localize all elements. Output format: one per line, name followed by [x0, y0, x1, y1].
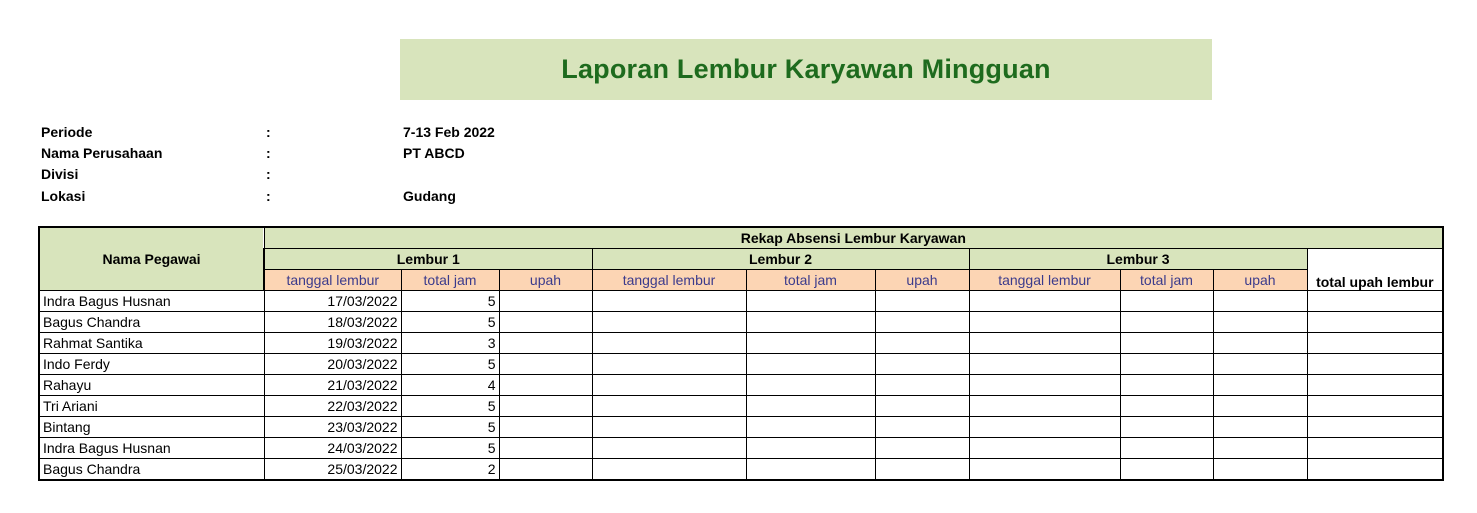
table-row [39, 312, 1443, 333]
lembur1-date-cell[interactable]: 23/03/2022 [264, 417, 401, 438]
lembur3-hours-cell[interactable] [1120, 396, 1213, 417]
employee-name-cell[interactable]: Tri Ariani [39, 396, 264, 417]
total-upah-cell[interactable] [1307, 312, 1443, 333]
subheader-total-jam: total jam [1120, 270, 1213, 291]
lembur2-hours-cell[interactable] [746, 438, 875, 459]
lembur3-hours-cell[interactable] [1120, 291, 1213, 312]
lembur3-hours-cell[interactable] [1120, 354, 1213, 375]
lembur2-date-cell[interactable] [592, 291, 746, 312]
lembur1-hours-cell[interactable]: 5 [401, 417, 499, 438]
header-lembur-2: Lembur 2 [592, 249, 969, 270]
report-title-banner [400, 39, 1212, 100]
lembur2-upah-cell[interactable] [875, 375, 969, 396]
lembur3-upah-cell[interactable] [1213, 459, 1307, 481]
info-colon: : [266, 188, 271, 204]
lembur2-upah-cell[interactable] [875, 459, 969, 481]
lembur2-upah-cell[interactable] [875, 291, 969, 312]
info-label-divisi: Divisi [41, 166, 79, 182]
lembur3-date-cell[interactable] [969, 459, 1120, 481]
lembur3-hours-cell[interactable] [1120, 333, 1213, 354]
lembur2-date-cell[interactable] [592, 396, 746, 417]
lembur2-hours-cell[interactable] [746, 375, 875, 396]
lembur3-upah-cell[interactable] [1213, 396, 1307, 417]
lembur1-hours-cell[interactable]: 5 [401, 291, 499, 312]
lembur3-date-cell[interactable] [969, 396, 1120, 417]
total-upah-cell[interactable] [1307, 291, 1443, 312]
subheader-upah: upah [875, 270, 969, 291]
total-upah-cell[interactable] [1307, 333, 1443, 354]
table-row [39, 417, 1443, 438]
total-upah-cell[interactable] [1307, 396, 1443, 417]
table-row [39, 375, 1443, 396]
header-total-upah: total upah lembur [1307, 249, 1443, 291]
employee-name-cell[interactable]: Bagus Chandra [39, 312, 264, 333]
lembur1-date-cell[interactable]: 24/03/2022 [264, 438, 401, 459]
lembur2-upah-cell[interactable] [875, 396, 969, 417]
info-value-lokasi[interactable]: Gudang [403, 188, 456, 204]
lembur2-hours-cell[interactable] [746, 333, 875, 354]
lembur1-hours-cell[interactable]: 5 [401, 312, 499, 333]
lembur1-date-cell[interactable]: 18/03/2022 [264, 312, 401, 333]
lembur2-upah-cell[interactable] [875, 354, 969, 375]
employee-name-cell[interactable]: Rahayu [39, 375, 264, 396]
employee-name-cell[interactable]: Indra Bagus Husnan [39, 291, 264, 312]
subheader-total-jam: total jam [746, 270, 875, 291]
total-upah-cell[interactable] [1307, 375, 1443, 396]
info-value-periode[interactable]: 7-13 Feb 2022 [403, 124, 495, 140]
lembur3-hours-cell[interactable] [1120, 459, 1213, 481]
lembur3-upah-cell[interactable] [1213, 291, 1307, 312]
subheader-tanggal-lembur: tanggal lembur [264, 270, 401, 291]
lembur2-upah-cell[interactable] [875, 312, 969, 333]
info-label-lokasi: Lokasi [41, 188, 86, 204]
lembur3-hours-cell[interactable] [1120, 438, 1213, 459]
lembur2-hours-cell[interactable] [746, 459, 875, 481]
lembur2-date-cell[interactable] [592, 354, 746, 375]
lembur2-hours-cell[interactable] [746, 354, 875, 375]
report-title: Laporan Lembur Karyawan Mingguan [561, 54, 1051, 84]
total-upah-cell[interactable] [1307, 417, 1443, 438]
lembur3-upah-cell[interactable] [1213, 333, 1307, 354]
lembur1-upah-cell[interactable] [499, 291, 592, 312]
total-upah-cell[interactable] [1307, 354, 1443, 375]
lembur1-upah-cell[interactable] [499, 312, 592, 333]
lembur1-date-cell[interactable]: 17/03/2022 [264, 291, 401, 312]
lembur2-hours-cell[interactable] [746, 312, 875, 333]
table-row [39, 354, 1443, 375]
lembur1-hours-cell[interactable]: 3 [401, 333, 499, 354]
subheader-total-jam: total jam [401, 270, 499, 291]
info-colon: : [266, 124, 271, 140]
header-nama-pegawai: Nama Pegawai [39, 227, 264, 291]
lembur1-date-cell[interactable]: 22/03/2022 [264, 396, 401, 417]
lembur3-hours-cell[interactable] [1120, 312, 1213, 333]
lembur3-upah-cell[interactable] [1213, 354, 1307, 375]
lembur2-date-cell[interactable] [592, 438, 746, 459]
lembur2-date-cell[interactable] [592, 417, 746, 438]
lembur1-upah-cell[interactable] [499, 396, 592, 417]
lembur1-date-cell[interactable]: 25/03/2022 [264, 459, 401, 481]
info-colon: : [266, 166, 271, 182]
lembur3-upah-cell[interactable] [1213, 438, 1307, 459]
subheader-tanggal-lembur: tanggal lembur [969, 270, 1120, 291]
lembur2-upah-cell[interactable] [875, 333, 969, 354]
lembur1-date-cell[interactable]: 19/03/2022 [264, 333, 401, 354]
employee-name-cell[interactable]: Indra Bagus Husnan [39, 438, 264, 459]
lembur1-hours-cell[interactable]: 5 [401, 354, 499, 375]
info-label-periode: Periode [41, 124, 93, 140]
subheader-tanggal-lembur: tanggal lembur [592, 270, 746, 291]
employee-name-cell[interactable]: Bagus Chandra [39, 459, 264, 481]
lembur1-date-cell[interactable]: 21/03/2022 [264, 375, 401, 396]
lembur3-upah-cell[interactable] [1213, 417, 1307, 438]
total-upah-cell[interactable] [1307, 459, 1443, 481]
info-colon: : [266, 145, 271, 161]
lembur1-hours-cell[interactable]: 5 [401, 396, 499, 417]
lembur1-upah-cell[interactable] [499, 438, 592, 459]
lembur1-hours-cell[interactable]: 2 [401, 459, 499, 481]
subheader-upah: upah [1213, 270, 1307, 291]
lembur1-hours-cell[interactable]: 5 [401, 438, 499, 459]
employee-name-cell[interactable]: Indo Ferdy [39, 354, 264, 375]
lembur1-upah-cell[interactable] [499, 333, 592, 354]
overtime-table [38, 226, 1444, 481]
lembur2-hours-cell[interactable] [746, 396, 875, 417]
lembur1-hours-cell[interactable]: 4 [401, 375, 499, 396]
lembur2-date-cell[interactable] [592, 333, 746, 354]
lembur2-hours-cell[interactable] [746, 417, 875, 438]
table-row [39, 459, 1443, 481]
lembur2-upah-cell[interactable] [875, 438, 969, 459]
lembur3-date-cell[interactable] [969, 417, 1120, 438]
table-row [39, 333, 1443, 354]
lembur2-hours-cell[interactable] [746, 291, 875, 312]
lembur3-hours-cell[interactable] [1120, 375, 1213, 396]
lembur2-date-cell[interactable] [592, 312, 746, 333]
lembur3-upah-cell[interactable] [1213, 312, 1307, 333]
lembur1-upah-cell[interactable] [499, 354, 592, 375]
info-label-perusahaan: Nama Perusahaan [41, 145, 163, 161]
lembur3-date-cell[interactable] [969, 312, 1120, 333]
lembur3-date-cell[interactable] [969, 375, 1120, 396]
header-lembur-1: Lembur 1 [264, 249, 592, 270]
lembur3-upah-cell[interactable] [1213, 375, 1307, 396]
employee-name-cell[interactable]: Rahmat Santika [39, 333, 264, 354]
table-row [39, 438, 1443, 459]
lembur1-upah-cell[interactable] [499, 375, 592, 396]
lembur2-date-cell[interactable] [592, 459, 746, 481]
lembur2-upah-cell[interactable] [875, 417, 969, 438]
total-upah-cell[interactable] [1307, 438, 1443, 459]
table-row [39, 396, 1443, 417]
lembur2-date-cell[interactable] [592, 375, 746, 396]
lembur3-date-cell[interactable] [969, 333, 1120, 354]
lembur1-upah-cell[interactable] [499, 417, 592, 438]
lembur3-date-cell[interactable] [969, 291, 1120, 312]
info-value-perusahaan[interactable]: PT ABCD [403, 145, 465, 161]
header-rekap-absensi: Rekap Absensi Lembur Karyawan [264, 227, 1443, 249]
lembur3-date-cell[interactable] [969, 354, 1120, 375]
table-row [39, 291, 1443, 312]
lembur1-upah-cell[interactable] [499, 459, 592, 481]
header-lembur-3: Lembur 3 [969, 249, 1307, 270]
lembur1-date-cell[interactable]: 20/03/2022 [264, 354, 401, 375]
lembur3-date-cell[interactable] [969, 438, 1120, 459]
lembur3-hours-cell[interactable] [1120, 417, 1213, 438]
employee-name-cell[interactable]: Bintang [39, 417, 264, 438]
subheader-upah: upah [499, 270, 592, 291]
